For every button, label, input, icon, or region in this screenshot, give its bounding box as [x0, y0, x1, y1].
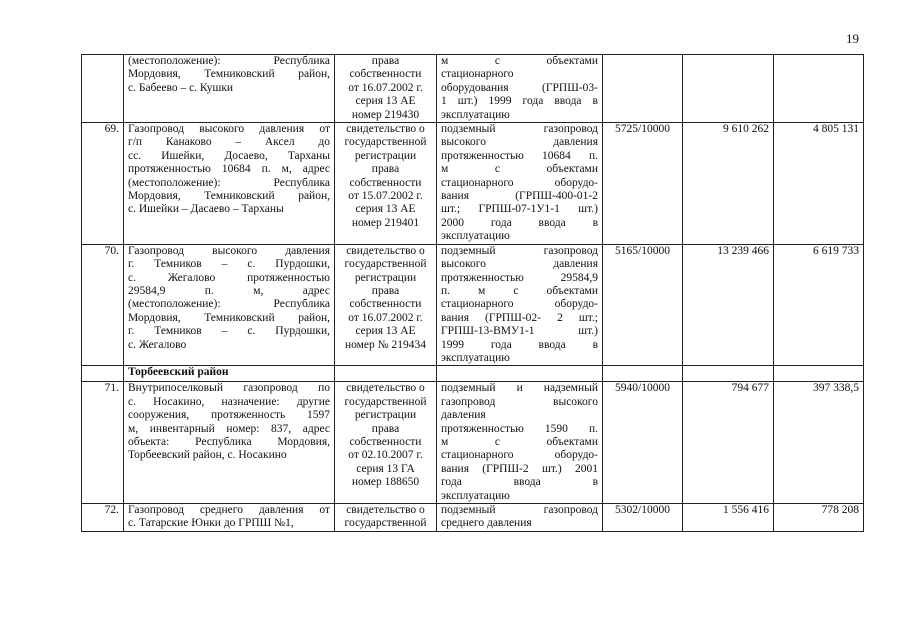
book-value [683, 55, 774, 123]
section-empty-cell [603, 366, 683, 382]
registration-document-line: свидетельство о [346, 244, 425, 257]
registration-document-line: регистрации [354, 271, 417, 284]
share-value: 397 338,5 [774, 382, 864, 504]
object-description [124, 382, 335, 504]
technical-characteristics-line: подземный газопровод [441, 123, 598, 136]
object-description-line: с. Носакино, назначение: другие [128, 395, 330, 408]
technical-characteristics [437, 55, 603, 123]
technical-characteristics-line: оборудования (ГРПШ-03- [441, 81, 598, 94]
registration-document-line: права [371, 55, 400, 67]
share-value: 6 619 733 [774, 244, 864, 366]
object-description-line: г/п Канаково – Аксел до [128, 136, 330, 149]
technical-characteristics-line: подземный газопровод [441, 244, 598, 257]
registration-document-line: от 16.07.2002 г. [348, 311, 423, 324]
registration-document [335, 504, 437, 532]
registration-document-line: собственности [349, 298, 422, 311]
technical-characteristics-line: газопровод высокого [441, 395, 598, 408]
registration-document-line: права [371, 163, 400, 176]
registration-document-line: свидетельство о [346, 504, 425, 516]
section-num-cell [82, 366, 124, 382]
technical-characteristics-line: протяженностью 29584,9 [441, 271, 598, 284]
registration-document-line: номер № 219434 [344, 338, 427, 351]
registration-document [335, 55, 437, 123]
object-description [124, 504, 335, 532]
technical-characteristics [437, 123, 603, 245]
book-value: 9 610 262 [683, 123, 774, 245]
technical-characteristics-line: высокого давления [441, 258, 598, 271]
technical-characteristics-line: протяженностью 10684 п. [441, 149, 598, 162]
book-value: 794 677 [683, 382, 774, 504]
book-value: 1 556 416 [683, 504, 774, 532]
registration-document-line: от 16.07.2002 г. [348, 81, 423, 94]
object-description-line: с. Бабеево – с. Кушки [128, 81, 234, 94]
technical-characteristics [437, 382, 603, 504]
ownership-share: 5725/10000 [603, 123, 683, 245]
table-row [82, 504, 864, 532]
technical-characteristics-line: подземный и надземный [441, 382, 598, 395]
page-number: 19 [846, 31, 859, 46]
share-value: 4 805 131 [774, 123, 864, 245]
technical-characteristics-line: давления [441, 409, 486, 422]
registration-document [335, 382, 437, 504]
object-description-line: Мордовия, Темниковский район, [128, 190, 330, 203]
technical-characteristics-line: 2000 года ввода в [441, 216, 598, 229]
technical-characteristics-line: эксплуатацию [441, 108, 510, 121]
technical-characteristics-line: стационарного оборудо- [441, 298, 598, 311]
technical-characteristics-line: шт.; ГРПШ-07-1У1-1 шт.) [441, 203, 598, 216]
share-value [774, 55, 864, 123]
object-description-line: протяженностью 10684 п. м, адрес [128, 163, 330, 176]
technical-characteristics-line: эксплуатацию [441, 230, 510, 243]
object-description-line: Газопровод высокого давления от [128, 123, 330, 136]
section-empty-cell [683, 366, 774, 382]
object-description [124, 55, 335, 123]
technical-characteristics-line: среднего давления [441, 517, 532, 530]
object-description-line: с. Ишейки – Дасаево – Тарханы [128, 203, 284, 216]
registration-document-line: свидетельство о [346, 123, 425, 136]
registration-document [335, 244, 437, 366]
object-description-line: Газопровод среднего давления от [128, 504, 330, 516]
registration-document-line: от 15.07.2002 г. [348, 190, 423, 203]
object-description-line: Торбеевский район, с. Носакино [128, 449, 287, 462]
object-description-line: с. Татарские Юнки до ГРПШ №1, [128, 517, 294, 530]
object-description-line: г. Темников – с. Пурдошки, [128, 258, 330, 271]
technical-characteristics-line: вания (ГРПШ-2 шт.) 2001 [441, 462, 598, 475]
registration-document-line: номер 219430 [351, 108, 420, 121]
table-row [82, 55, 864, 123]
object-description-line: Мордовия, Темниковский район, [128, 311, 330, 324]
object-description-line: с. Жегалово протяженностью [128, 271, 330, 284]
technical-characteristics-line: ГРПШ-13-ВМУ1-1 шт.) [441, 325, 598, 338]
object-description-line: (местоположение): Республика [128, 176, 330, 189]
object-description [124, 244, 335, 366]
registration-document-line: регистрации [354, 409, 417, 422]
technical-characteristics-line: стационарного [441, 68, 514, 81]
technical-characteristics [437, 244, 603, 366]
table-row [82, 382, 864, 504]
technical-characteristics-line: п. м с объектами [441, 284, 598, 297]
registration-document-line: серия 13 АЕ [355, 325, 416, 338]
technical-characteristics-line: эксплуатацию [441, 351, 510, 364]
row-number [82, 55, 124, 123]
technical-characteristics-line: стационарного оборудо- [441, 176, 598, 189]
technical-characteristics-line: 1 шт.) 1999 года ввода в [441, 95, 598, 108]
table-row [82, 123, 864, 245]
section-title: Торбеевский район [124, 366, 335, 382]
technical-characteristics-line: 1999 года ввода в [441, 338, 598, 351]
technical-characteristics [437, 504, 603, 532]
share-value: 778 208 [774, 504, 864, 532]
row-number: 70. [82, 244, 124, 366]
object-description-line: г. Темников – с. Пурдошки, [128, 325, 330, 338]
ownership-share [603, 55, 683, 123]
object-description-line: (местоположение): Республика [128, 298, 330, 311]
registration-document [335, 123, 437, 245]
ownership-share: 5940/10000 [603, 382, 683, 504]
technical-characteristics-line: вания (ГРПШ-400-01-2 [441, 190, 598, 203]
row-number: 72. [82, 504, 124, 532]
registration-document-line: права [371, 284, 400, 297]
registration-document-line: свидетельство о [346, 382, 425, 395]
registration-document-line: собственности [349, 68, 422, 81]
book-value: 13 239 466 [683, 244, 774, 366]
object-description-line: сс. Ишейки, Досаево, Тарханы [128, 149, 330, 162]
technical-characteristics-line: м с объектами [441, 55, 598, 67]
row-number: 71. [82, 382, 124, 504]
ownership-share: 5302/10000 [603, 504, 683, 532]
registration-document-line: права [371, 422, 400, 435]
technical-characteristics-line: подземный газопровод [441, 504, 598, 516]
registration-document-line: серия 13 АЕ [355, 203, 416, 216]
table-row [82, 244, 864, 366]
technical-characteristics-line: протяженностью 1590 п. [441, 422, 598, 435]
registration-document-line: государственной [344, 258, 427, 271]
object-description-line: Мордовия, Темниковский район, [128, 68, 330, 81]
registration-document-line: серия 13 ГА [356, 462, 415, 475]
registration-document-line: собственности [349, 435, 422, 448]
object-description-line: Внутрипоселковый газопровод по [128, 382, 330, 395]
object-description-line: 29584,9 п. м, адрес [128, 284, 330, 297]
registration-document-line: государственной [344, 136, 427, 149]
technical-characteristics-line: м с объектами [441, 435, 598, 448]
technical-characteristics-line: высокого давления [441, 136, 598, 149]
table-row [82, 366, 864, 382]
section-empty-cell [774, 366, 864, 382]
registration-document-line: регистрации [354, 149, 417, 162]
registration-document-line: номер 219401 [351, 216, 420, 229]
registration-document-line: номер 188650 [351, 476, 420, 489]
technical-characteristics-line: вания (ГРПШ-02- 2 шт.; [441, 311, 598, 324]
technical-characteristics-line: м с объектами [441, 163, 598, 176]
registration-document-line: серия 13 АЕ [355, 95, 416, 108]
row-number: 69. [82, 123, 124, 245]
technical-characteristics-line: стационарного оборудо- [441, 449, 598, 462]
ownership-share: 5165/10000 [603, 244, 683, 366]
registration-document-line: государственной [344, 517, 427, 530]
registration-document-line: от 02.10.2007 г. [348, 449, 423, 462]
object-description-line: сооружения, протяженность 1597 [128, 409, 330, 422]
object-description-line: объекта: Республика Мордовия, [128, 435, 330, 448]
section-empty-cell [437, 366, 603, 382]
object-description-line: (местоположение): Республика [128, 55, 330, 67]
object-description-line: Газопровод высокого давления [128, 244, 330, 257]
property-table [81, 54, 864, 532]
object-description-line: с. Жегалово [128, 338, 187, 351]
section-empty-cell [335, 366, 437, 382]
technical-characteristics-line: года ввода в [441, 476, 598, 489]
registration-document-line: собственности [349, 176, 422, 189]
object-description-line: м, инвентарный номер: 837, адрес [128, 422, 330, 435]
object-description [124, 123, 335, 245]
registration-document-line: государственной [344, 395, 427, 408]
technical-characteristics-line: эксплуатацию [441, 489, 510, 502]
